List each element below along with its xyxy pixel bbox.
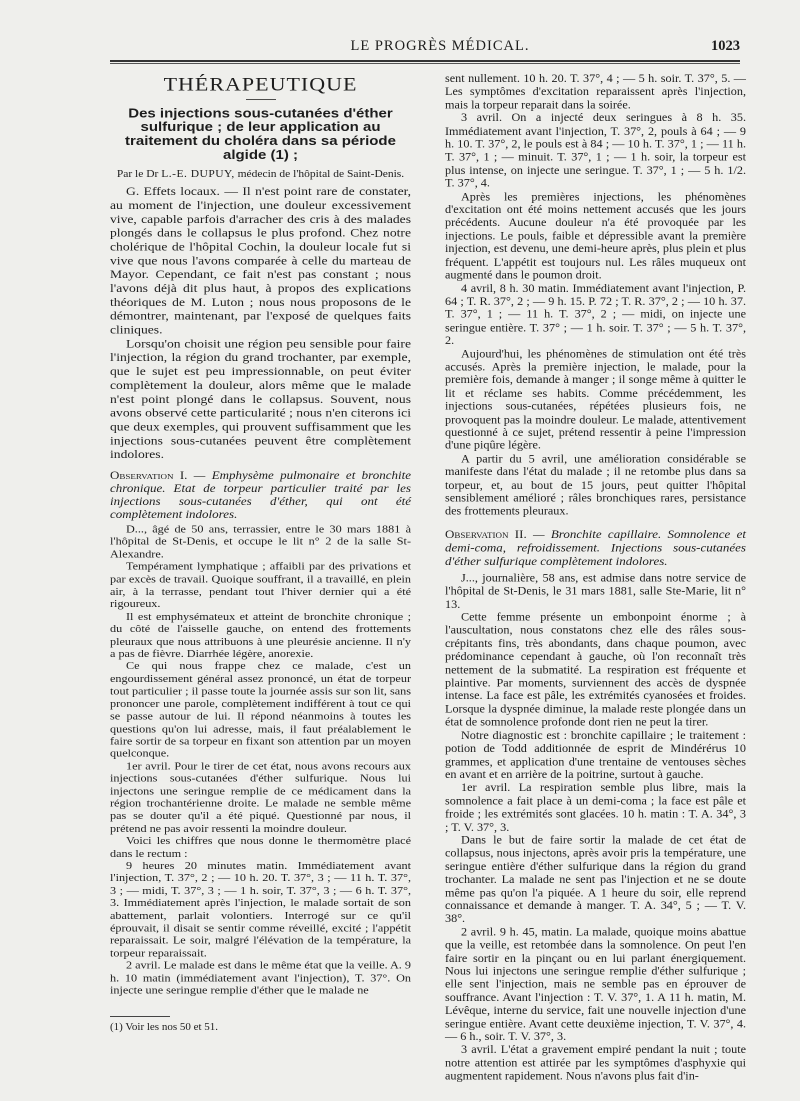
header-rule-thin (110, 63, 740, 64)
left-body-large (110, 185, 411, 462)
article-title: Des injections sous-cutanées d'éther sulfurique ; de leur application au traitement du choléra dans sa période algide (1) ; (125, 106, 396, 163)
byline (110, 169, 411, 179)
paragraph: G. Effets locaux. — Il n'est point rare de constater, au moment de l'injection, une douleur excessivement vive, capable parfois d'arracher des cris à des malades plongés dans le collapsus le plus profond. Chez notre cholérique de l'hôpital Cochin, la douleur locale fut si vive que nous l'avons comparée à celle du marteau de Mayor. Cependant, ce fait n'est pas constant ; nous l'avons déjà dit plus haut, à propos des explications théoriques de M. Luton ; nous nous proposons de le démontrer, maintenant, par l'exposé de quelques faits cliniques. (110, 184, 411, 337)
paragraph: Cette femme présente un embonpoint énorme ; à l'auscultation, nous constatons chez elle des râles sous-crépitants fins, très abondants, dans chaque poumon, avec prédominance cependant à gauche, où l'on reconnaît très nettement de la submatité. La respiration est fréquente et plaintive. Par moments, surviennent des accès de dyspnée intense. La face est pâle, les extrémités cyanosées et froides. Lorsque la dyspnée diminue, la malade reste plongée dans un état de somnolence profonde dont rien ne peut la tirer. (445, 610, 746, 729)
paragraph: Lorsqu'on choisit une région peu sensible pour faire l'injection, la région du grand trochanter, par exemple, que le sujet est peu impressionnable, on peut éviter complètement la douleur, alors même que le malade n'est point plongé dans le collapsus. Souvent, nous avons observé cette particularité ; nous n'en citerons ici que deux exemples, qui prouvent suffisamment que les injections sous-cutanées peuvent être complètement indolores. (110, 337, 411, 461)
right-column (445, 72, 746, 1083)
running-header (110, 38, 740, 60)
paragraph: Notre diagnostic est : bronchite capillaire ; le traitement : potion de Todd additionnée de esprit de Mindérérus 10 grammes, et application d'une trentaine de ventouses sèches en avant et en arrière de la poitrine, surtout à gauche. (445, 728, 746, 781)
paragraph: D..., âgé de 50 ans, terrassier, entre le 30 mars 1881 à l'hôpital de St-Denis, et occupe le lit n° 2 de la salle St-Alexandre. (110, 522, 411, 561)
left-body-small (110, 523, 411, 997)
running-title: LE PROGRÈS MÉDICAL. (350, 38, 530, 54)
observation-title: — Emphysème pulmonaire et bronchite chronique. Etat de torpeur particulier traité par les injections sous-cutanées d'éther, qui ont été complètement indolores. (110, 468, 411, 521)
footnote: (1) Voir les nos 50 et 51. (110, 1021, 219, 1033)
observation-1-heading (110, 468, 411, 520)
byline-author: L.-E. DUPUY, (161, 169, 235, 180)
paragraph: 2 avril. 9 h. 45, matin. La malade, quoique moins abattue que la veille, est retombée dans la somnolence. On peut l'en faire sortir en la pinçant ou en lui parlant énergiquement. Nous lui injectons une seringue remplie d'éther sulfurique ; elle sent l'injection, mais ne semble pas en éprouver de souffrance. Avant l'injection : T. V. 37°, 1. A 11 h. matin, M. Lévêque, interne du service, fait une nouvelle injection d'une seringue entière. Avant cette deuxième injection, T. V. 37°, 4. — 6 h., soir. T. V. 37°, 3. (445, 925, 746, 1043)
paragraph: Dans le but de faire sortir la malade de cet état de collapsus, nous injectons, après avoir pris la température, une seringue entière d'éther sulfurique dans la région du grand trochanter. La malade ne sent pas l'injection et ne se doute même pas qu'on l'a piquée. A 1 heure du soir, elle reprend connaissance et demande à manger. T. A. 34°, 5 ; — T. V. 38°. (445, 833, 746, 926)
header-rule (110, 60, 740, 62)
observation-label: Observation II. (445, 526, 527, 541)
paragraph: A partir du 5 avril, une amélioration considérable se manifeste dans l'état du malade ; il ne retombe plus dans sa torpeur, et, au bout de 15 jours, peut quitter l'hôpital sensiblement amélioré ; râles bronchiques rares, persistance des frottements pleuraux. (445, 452, 746, 518)
right-body-small (445, 571, 746, 1082)
byline-prefix: Par le Dr (116, 169, 159, 180)
paragraph: 2 avril. Le malade est dans le même état que la veille. A. 9 h. 10 matin (immédiatement avant l'injection), T. 37°. On injecte une seringue remplie d'éther que le malade ne (110, 959, 411, 997)
observation-title: — Bronchite capillaire. Somnolence et demi-coma, refroidissement. Injections sous-cutanées d'éther sulfurique complètement indolores. (445, 526, 746, 568)
paragraph: Après les premières injections, les phénomènes d'excitation ont été moins nettement accusés que les jours précédents. Aucune douleur n'a été provoquée par les injections. Le pouls, faible et dépressible avant la première injection, est devenu, une demi-heure après, plus plein et plus fréquent. L'appétit est toujours nul. Les râles muqueux ont augmenté dans le poumon droit. (445, 189, 746, 282)
paragraph: J..., journalière, 58 ans, est admise dans notre service de l'hôpital de St-Denis, le 31 mars 1881, salle Ste-Marie, lit n° 13. (445, 571, 746, 611)
paragraph: 9 heures 20 minutes matin. Immédiatement avant l'injection, T. 37°, 2 ; — 10 h. 20. T. 37°, 3 ; — 11 h. T. 37°, 3 ; — midi, T. 37°, 3 ; — 1 h. soir, T. 37°, 3 ; — 6 h. T. 37°, 3. Immédiatement après l'injection, le malade sortait de son abattement, parlait volontiers. Interrogé sur ce qu'il éprouvait, il disait se sentir comme réveillé, excité ; l'appétit reparaissait. Le soir, malgré l'élévation de la température, la torpeur reparaissait. (110, 859, 411, 959)
observation-2-heading (445, 527, 746, 568)
paragraph: sent nullement. 10 h. 20. T. 37°, 4 ; — 5 h. soir. T. 37°, 5. — Les symptômes d'excitation reparaissent après l'injection, mais la torpeur reparait dans la soirée. (445, 72, 746, 111)
paragraph: 1er avril. La respiration semble plus libre, mais la somnolence a fait place à un demi-coma ; la face est pâle et froide ; les extrémités sont glacées. 10 h. matin : T. A. 34°, 3 ; T. V. 37°, 3. (445, 781, 746, 834)
section-title: THÉRAPEUTIQUE (163, 73, 358, 95)
paragraph: Aujourd'hui, les phénomènes de stimulation ont été très accusés. Après la première injection, le malade, pour la première fois, demande à manger ; il songe même à quitter le lit et réclame ses habits. Comme précédemment, les injections sous-cutanées, répétées plusieurs fois, ne provoquent pas la moindre douleur. Le malade, attentivement questionné à ce sujet, prétend ressentir à peine l'impression d'une piqûre légère. (445, 347, 746, 452)
paragraph: 1er avril. Pour le tirer de cet état, nous avons recours aux injections sous-cutanées d'éther sulfurique. Nous lui injectons une seringue remplie de ce médicament dans la région trochantérienne droite. Le malade ne semble même pas se douter qu'il a été piqué. Questionné par nous, il prétend ne pas avoir ressenti la moindre douleur. (110, 759, 411, 835)
paragraph: 3 avril. On a injecté deux seringues à 8 h. 35. Immédiatement avant l'injection, T. 37°, 2, pouls à 64 ; — 9 h. 10. T. 37°, 2, le pouls est à 84 ; — 10 h. T. 37°, 1 ; — 11 h. T. 37°, 1 ; — minuit. T. 37°, 1 ; — 1 h. soir, la torpeur est plus intense, on injecte une seringue. T. 37°, 1 ; — 5 h. 1/2. T. 37°, 4. (445, 111, 746, 190)
paragraph: 4 avril, 8 h. 30 matin. Immédiatement avant l'injection, P. 64 ; T. R. 37°, 2 ; — 9 h. 15. P. 72 ; T. R. 37°, 2 ; — 10 h. 37. T. 37°, 1 ; — 11 h. T. 37°, 2 ; — midi, on injecte une seringue entière. T. 37° ; — 1 h. soir. T. 37° ; — 5 h. T. 37°, 2. (445, 281, 746, 347)
paragraph: Il est emphysémateux et atteint de bronchite chronique ; du côté de l'aisselle gauche, on entend des frottements pleuraux que nous attribuons à une pleurésie ancienne. Il n'y a pas de fièvre. Diarrhée légère, anorexie. (110, 610, 411, 660)
observation-label: Observation I. (110, 468, 188, 482)
paragraph: Ce qui nous frappe chez ce malade, c'est un engourdissement général assez prononcé, un état de torpeur tout particulier ; il passe toute la journée assis sur son lit, sans prononcer une parole, complètement indifférent à tout ce qui se passe autour de lui. Il répond néanmoins à toutes les questions qu'on lui adresse, mais, il faut préalablement le faire sortir de sa torpeur en fixant son attention par un moyen quelconque. (110, 660, 411, 760)
page-number: 1023 (711, 38, 740, 54)
paragraph: 3 avril. L'état a gravement empiré pendant la nuit ; toute notre attention est attirée par les symptômes d'asphyxie qui augmentent rapidement. Nous n'avons plus fait d'in- (445, 1043, 746, 1083)
footnote-rule (110, 1016, 170, 1017)
paragraph: Voici les chiffres que nous donne le thermomètre placé dans le rectum : (110, 834, 411, 860)
section-divider (246, 99, 276, 100)
right-body-top (445, 72, 746, 518)
left-column (110, 68, 411, 997)
byline-suffix: médecin de l'hôpital de Saint-Denis. (237, 169, 405, 180)
paragraph: Tempérament lymphatique ; affaibli par des privations et par excès de travail. Quoique souffrant, il a travaillé, en plein air, à la terrasse, pendant tout l'hiver dernier qui a été rigoureux. (110, 560, 411, 610)
